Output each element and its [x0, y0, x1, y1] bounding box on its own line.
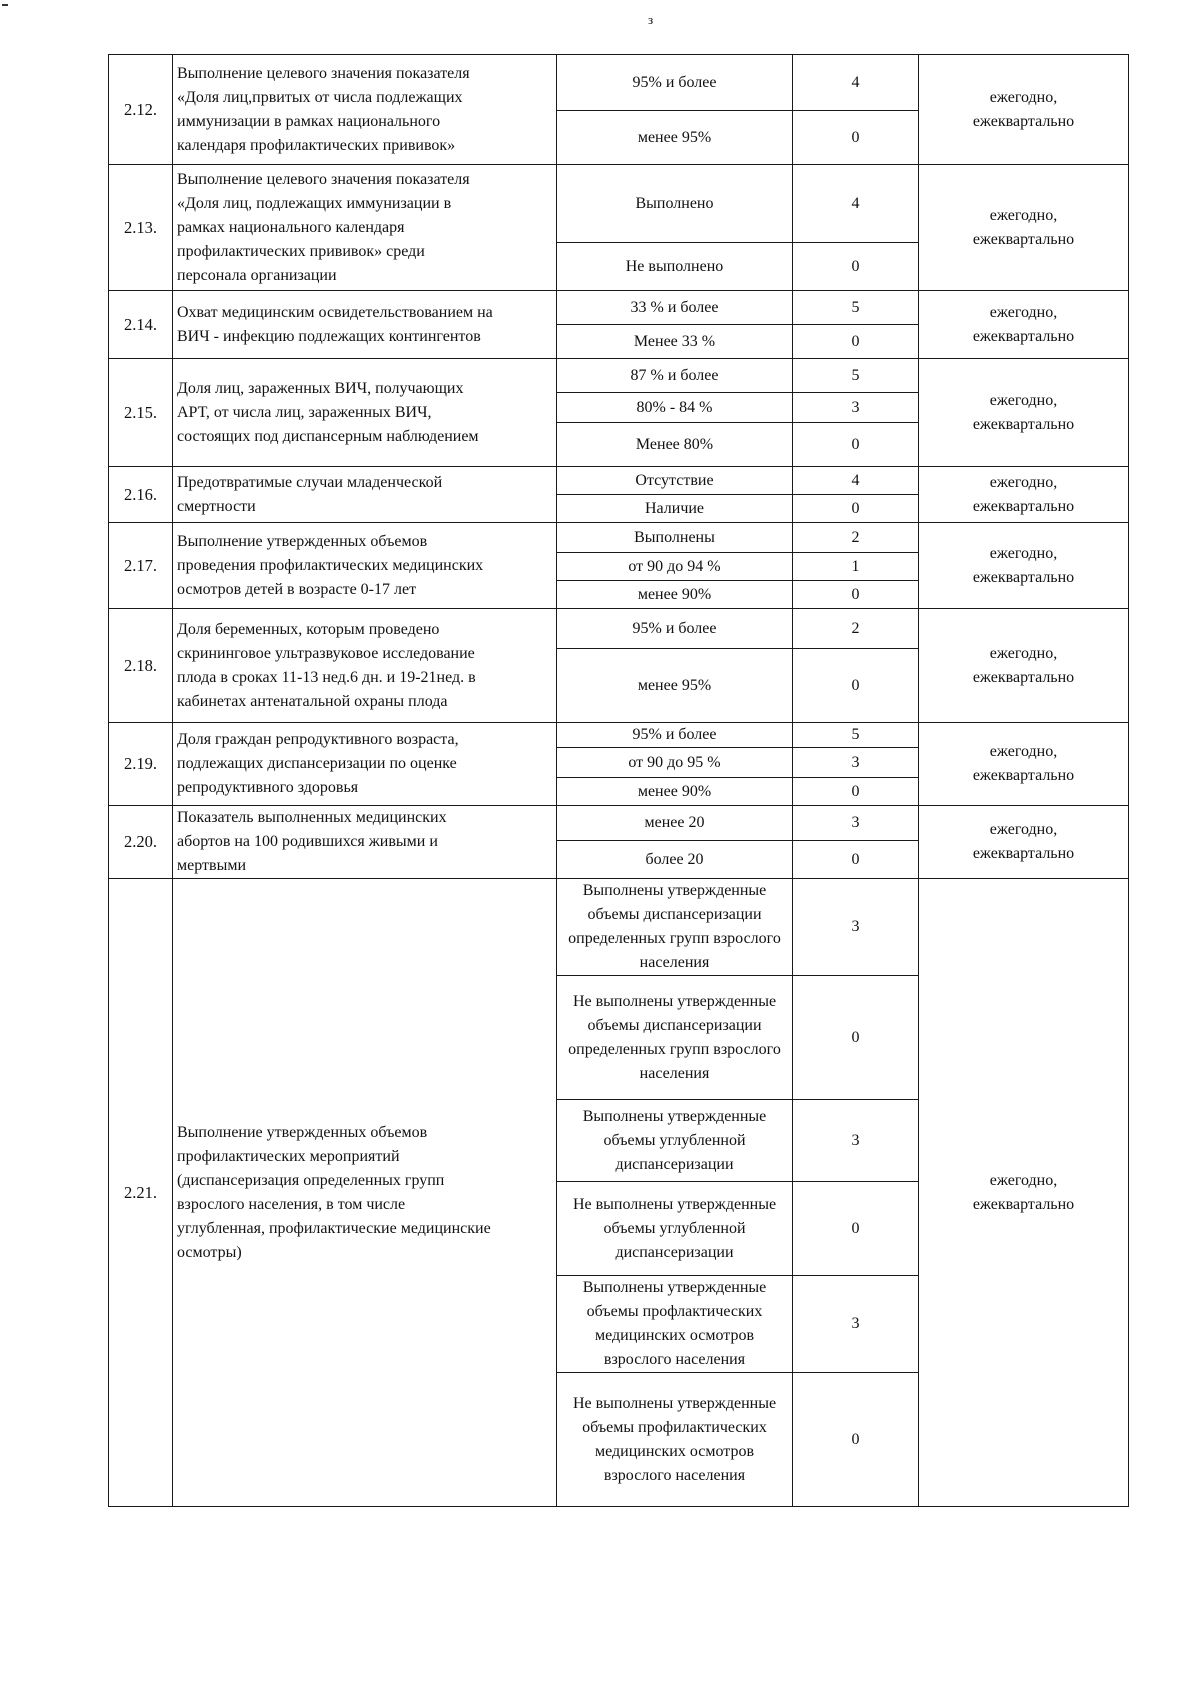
indicator-name-line: кабинетах антенатальной охраны плода	[177, 692, 448, 710]
reporting-period	[919, 55, 1129, 165]
reporting-period	[919, 806, 1129, 879]
criterion-score: 2	[793, 609, 919, 649]
criterion-score: 0	[793, 649, 919, 723]
indicator-number: 2.15.	[109, 359, 173, 467]
criterion-score: 0	[793, 778, 919, 806]
criterion-score: 4	[793, 55, 919, 111]
criterion-score: 0	[793, 423, 919, 467]
indicator-table-body	[109, 55, 1129, 1507]
indicator-number: 2.21.	[109, 879, 173, 1507]
reporting-period-line: ежегодно,	[989, 391, 1058, 409]
criterion-score: 0	[793, 495, 919, 523]
reporting-period	[919, 291, 1129, 359]
table-row	[109, 165, 1129, 243]
reporting-period-line: ежегодно,	[989, 1171, 1058, 1189]
indicator-name-line: углубленная, профилактические медицинские	[177, 1219, 491, 1237]
criterion-label: 33 % и более	[557, 291, 793, 325]
reporting-period-line: ежегодно,	[989, 206, 1058, 224]
indicator-name	[173, 291, 557, 359]
criterion-score: 4	[793, 165, 919, 243]
indicator-name-line: осмотров детей в возрасте 0-17 лет	[177, 580, 417, 598]
criterion-score: 2	[793, 523, 919, 553]
criterion-label: от 90 до 95 %	[557, 748, 793, 778]
indicator-number: 2.18.	[109, 609, 173, 723]
indicator-name-line: Доля граждан репродуктивного возраста,	[177, 731, 459, 748]
criterion-label: Выполнены утвержденные объемы профлактических медицинских осмотров взрослого населения	[557, 1276, 793, 1373]
reporting-period	[919, 359, 1129, 467]
indicator-number: 2.12.	[109, 55, 173, 165]
criterion-label: Наличие	[557, 495, 793, 523]
indicator-name-line: осмотры)	[177, 1243, 242, 1261]
criterion-label: Не выполнены утвержденные объемы профилактических медицинских осмотров взрослого населения	[557, 1373, 793, 1507]
indicator-name-line: Показатель выполненных медицинских	[177, 809, 447, 826]
criterion-score: 0	[793, 243, 919, 291]
table-row	[109, 609, 1129, 649]
table-row	[109, 467, 1129, 495]
criterion-score: 3	[793, 879, 919, 976]
criterion-score: 3	[793, 1276, 919, 1373]
criterion-label: менее 20	[557, 806, 793, 841]
indicator-name	[173, 879, 557, 1507]
indicator-name	[173, 359, 557, 467]
reporting-period	[919, 467, 1129, 523]
criterion-label: Не выполнено	[557, 243, 793, 291]
reporting-period-line: ежеквартально	[972, 230, 1075, 248]
indicator-name-line: календаря профилактических прививок»	[177, 136, 456, 154]
criterion-label: 95% и более	[557, 723, 793, 748]
criterion-score: 0	[793, 111, 919, 165]
reporting-period	[919, 609, 1129, 723]
table-row	[109, 291, 1129, 325]
criterion-score: 3	[793, 393, 919, 423]
page-number: з	[648, 12, 654, 27]
indicator-number: 2.19.	[109, 723, 173, 806]
criterion-label: более 20	[557, 841, 793, 879]
criterion-score: 0	[793, 1373, 919, 1507]
indicator-name-line: мертвыми	[177, 857, 246, 874]
indicator-name	[173, 55, 557, 165]
reporting-period-line: ежеквартально	[972, 668, 1075, 686]
reporting-period-line: ежегодно,	[989, 743, 1058, 760]
criterion-label: Выполнены утвержденные объемы углубленной диспансеризации	[557, 1100, 793, 1182]
indicator-name-line: Охват медицинским освидетельствованием на	[177, 303, 493, 321]
reporting-period-line: ежеквартально	[972, 112, 1075, 130]
indicator-name-line: Выполнение утвержденных объемов	[177, 1123, 428, 1141]
criterion-score: 1	[793, 553, 919, 581]
table-row	[109, 879, 1129, 976]
criterion-label: менее 90%	[557, 581, 793, 609]
indicator-name-line: Доля лиц, зараженных ВИЧ, получающих	[177, 379, 464, 397]
indicator-name	[173, 723, 557, 806]
criterion-label: Не выполнены утвержденные объемы диспансеризации определенных групп взрослого населения	[557, 976, 793, 1100]
criterion-score: 5	[793, 359, 919, 393]
reporting-period-line: ежеквартально	[972, 568, 1075, 586]
criterion-label: менее 95%	[557, 111, 793, 165]
indicator-name-line: Выполнение утвержденных объемов	[177, 532, 428, 550]
indicator-name-line: (диспансеризация определенных групп	[177, 1171, 445, 1189]
indicator-name-line: Доля беременных, которым проведено	[177, 620, 440, 638]
indicator-name	[173, 806, 557, 879]
indicator-name-line: абортов на 100 родившихся живыми и	[177, 833, 438, 850]
reporting-period-line: ежеквартально	[972, 845, 1075, 862]
indicator-name-line: профилактических прививок» среди	[177, 242, 425, 260]
reporting-period-line: ежегодно,	[989, 821, 1058, 838]
criterion-label: менее 95%	[557, 649, 793, 723]
table-row	[109, 55, 1129, 111]
criterion-label: Выполнены утвержденные объемы диспансеризации определенных групп взрослого населения	[557, 879, 793, 976]
reporting-period-line: ежеквартально	[972, 327, 1075, 345]
reporting-period-line: ежегодно,	[989, 644, 1058, 662]
criterion-score: 0	[793, 1182, 919, 1276]
indicator-name-line: репродуктивного здоровья	[177, 779, 359, 796]
indicator-name-line: Выполнение целевого значения показателя	[177, 170, 470, 188]
reporting-period-line: ежеквартально	[972, 497, 1075, 515]
criterion-score: 3	[793, 748, 919, 778]
reporting-period	[919, 165, 1129, 291]
criterion-score: 5	[793, 291, 919, 325]
indicator-name-line: ВИЧ - инфекцию подлежащих контингентов	[177, 327, 481, 345]
indicator-name-line: АРТ, от числа лиц, зараженных ВИЧ,	[177, 403, 432, 421]
criterion-label: от 90 до 94 %	[557, 553, 793, 581]
criterion-label: 80% - 84 %	[557, 393, 793, 423]
reporting-period	[919, 879, 1129, 1507]
indicator-table	[108, 54, 1129, 1507]
criterion-label: менее 90%	[557, 778, 793, 806]
indicator-number: 2.14.	[109, 291, 173, 359]
indicator-name-line: взрослого населения, в том числе	[177, 1195, 406, 1213]
indicator-name-line: «Доля лиц, подлежащих иммунизации в	[177, 194, 452, 212]
indicator-number: 2.17.	[109, 523, 173, 609]
indicator-name-line: иммунизации в рамках национального	[177, 112, 441, 130]
reporting-period	[919, 723, 1129, 806]
indicator-name-line: персонала организации	[177, 266, 337, 284]
indicator-name-line: плода в сроках 11-13 нед.6 дн. и 19-21нед. в	[177, 668, 476, 686]
table-row	[109, 523, 1129, 553]
indicator-name-line: Предотвратимые случаи младенческой	[177, 473, 443, 491]
indicator-name-line: проведения профилактических медицинских	[177, 556, 484, 574]
criterion-label: Не выполнены утвержденные объемы углубленной диспансеризации	[557, 1182, 793, 1276]
reporting-period-line: ежегодно,	[989, 544, 1058, 562]
criterion-score: 3	[793, 1100, 919, 1182]
reporting-period-line: ежеквартально	[972, 767, 1075, 784]
criterion-score: 0	[793, 581, 919, 609]
reporting-period-line: ежегодно,	[989, 303, 1058, 321]
indicator-number: 2.20.	[109, 806, 173, 879]
scan-corner-mark	[2, 4, 8, 6]
criterion-label: Отсутствие	[557, 467, 793, 495]
table-row	[109, 723, 1129, 748]
criterion-label: 95% и более	[557, 609, 793, 649]
indicator-name-line: смертности	[177, 497, 256, 515]
criterion-label: Выполнено	[557, 165, 793, 243]
criterion-score: 4	[793, 467, 919, 495]
criterion-label: 87 % и более	[557, 359, 793, 393]
reporting-period	[919, 523, 1129, 609]
criterion-label: Менее 33 %	[557, 325, 793, 359]
indicator-name-line: скрининговое ультразвуковое исследование	[177, 644, 475, 662]
indicator-name	[173, 609, 557, 723]
criterion-label: Выполнены	[557, 523, 793, 553]
reporting-period-line: ежеквартально	[972, 415, 1075, 433]
indicator-name	[173, 467, 557, 523]
criterion-score: 0	[793, 841, 919, 879]
table-row	[109, 806, 1129, 841]
indicator-name-line: «Доля лиц,првитых от числа подлежащих	[177, 88, 463, 106]
criterion-score: 0	[793, 325, 919, 359]
indicator-name-line: профилактических мероприятий	[177, 1147, 400, 1165]
indicator-number: 2.13.	[109, 165, 173, 291]
table-row	[109, 359, 1129, 393]
criterion-label: Менее 80%	[557, 423, 793, 467]
indicator-number: 2.16.	[109, 467, 173, 523]
indicator-name-line: подлежащих диспансеризации по оценке	[177, 755, 457, 772]
indicator-name-line: Выполнение целевого значения показателя	[177, 64, 470, 82]
indicator-name	[173, 523, 557, 609]
criterion-score: 3	[793, 806, 919, 841]
reporting-period-line: ежегодно,	[989, 473, 1058, 491]
reporting-period-line: ежеквартально	[972, 1195, 1075, 1213]
criterion-label: 95% и более	[557, 55, 793, 111]
indicator-name-line: рамках национального календаря	[177, 218, 405, 236]
criterion-score: 0	[793, 976, 919, 1100]
criterion-score: 5	[793, 723, 919, 748]
reporting-period-line: ежегодно,	[989, 88, 1058, 106]
indicator-name	[173, 165, 557, 291]
indicator-name-line: состоящих под диспансерным наблюдением	[177, 427, 479, 445]
